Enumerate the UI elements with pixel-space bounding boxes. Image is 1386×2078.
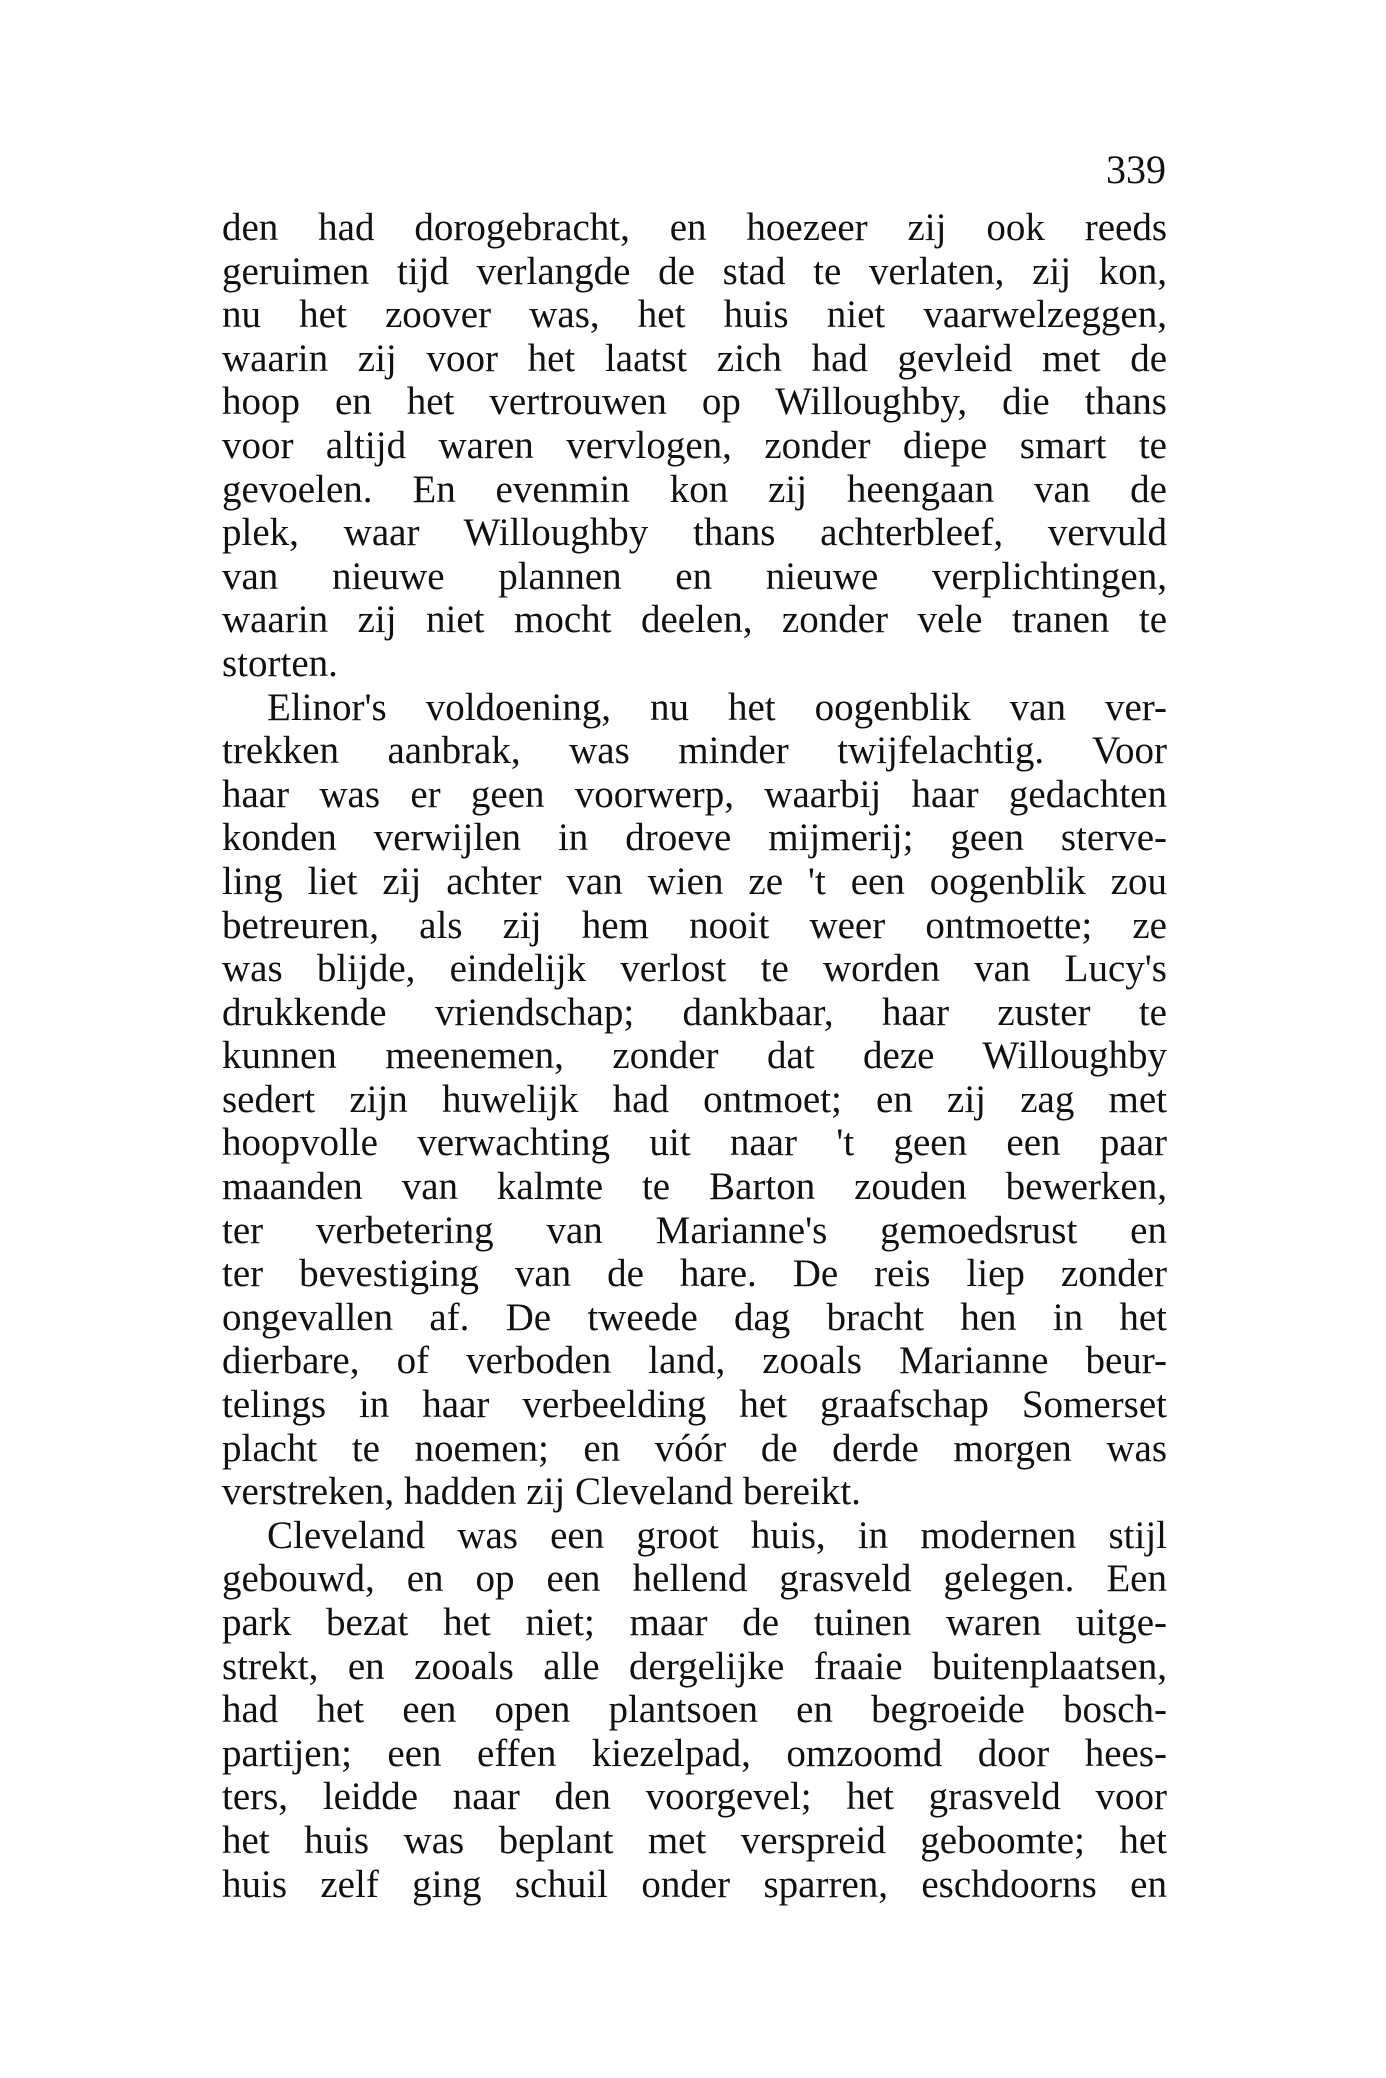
text-line: voor altijd waren vervlogen, zonder diepe smart te	[222, 423, 1167, 467]
text-line: drukkende vriendschap; dankbaar, haar zuster te	[222, 990, 1167, 1034]
text-line: het huis was beplant met verspreid geboomte; het	[222, 1818, 1167, 1862]
page-number: 339	[1106, 147, 1166, 192]
text-line: telings in haar verbeelding het graafschap Somerset	[222, 1383, 1167, 1427]
text-line: strekt, en zooals alle dergelijke fraaie buitenplaatsen,	[222, 1644, 1167, 1688]
text-line: verstreken, hadden zij Cleveland bereikt.	[222, 1470, 861, 1514]
text-line: park bezat het niet; maar de tuinen waren uitge-	[222, 1601, 1167, 1644]
text-line: huis zelf ging schuil onder sparren, eschdoorns en	[222, 1862, 1167, 1906]
text-line: haar was er geen voorwerp, waarbij haar gedachten	[222, 772, 1167, 816]
text-line: trekken aanbrak, was minder twijfelachtig. Voor	[222, 729, 1167, 773]
text-line: den had dorogebracht, en hoezeer zij ook reeds	[222, 206, 1167, 249]
body-text	[222, 206, 1167, 1906]
text-line: van nieuwe plannen en nieuwe verplichtingen,	[222, 554, 1167, 598]
text-line: dierbare, of verboden land, zooals Marianne beur-	[222, 1339, 1167, 1383]
text-line: waarin zij voor het laatst zich had gevleid met de	[222, 336, 1167, 380]
text-line: ter verbetering van Marianne's gemoedsrust en	[222, 1208, 1167, 1252]
text-line: placht te noemen; en vóór de derde morgen was	[222, 1426, 1167, 1470]
text-line: waarin zij niet mocht deelen, zonder vele tranen te	[222, 598, 1167, 642]
text-line: maanden van kalmte te Barton zouden bewerken,	[222, 1165, 1167, 1209]
text-line: geruimen tijd verlangde de stad te verlaten, zij kon,	[222, 249, 1167, 293]
text-line: konden verwijlen in droeve mijmerij; geen sterve-	[222, 816, 1167, 860]
text-line: ter bevestiging van de hare. De reis liep zonder	[222, 1252, 1167, 1296]
text-line: gevoelen. En evenmin kon zij heengaan van de	[222, 467, 1167, 511]
text-line: plek, waar Willoughby thans achterbleef, vervuld	[222, 511, 1167, 555]
text-line: Elinor's voldoening, nu het oogenblik van ver-	[267, 685, 1167, 729]
text-line: ling liet zij achter van wien ze 't een oogenblik zou	[222, 859, 1167, 903]
text-line: partijen; een effen kiezelpad, omzoomd door hees-	[222, 1731, 1167, 1775]
text-line: sedert zijn huwelijk had ontmoet; en zij zag met	[222, 1077, 1167, 1121]
text-line: ters, leidde naar den voorgevel; het grasveld voor	[222, 1775, 1167, 1819]
text-line: Cleveland was een groot huis, in modernen stijl	[267, 1513, 1167, 1557]
text-line: ongevallen af. De tweede dag bracht hen in het	[222, 1295, 1167, 1339]
text-line: gebouwd, en op een hellend grasveld gelegen. Een	[222, 1557, 1167, 1601]
text-line: had het een open plantsoen en begroeide bosch-	[222, 1688, 1167, 1732]
text-line: nu het zoover was, het huis niet vaarwelzeggen,	[222, 293, 1167, 337]
text-line: betreuren, als zij hem nooit weer ontmoette; ze	[222, 903, 1167, 947]
text-line: hoop en het vertrouwen op Willoughby, die thans	[222, 380, 1167, 424]
text-line: was blijde, eindelijk verlost te worden van Lucy's	[222, 947, 1167, 991]
text-line: storten.	[222, 641, 338, 685]
text-line: kunnen meenemen, zonder dat deze Willoughby	[222, 1034, 1167, 1078]
text-line: hoopvolle verwachting uit naar 't geen een paar	[222, 1121, 1167, 1165]
